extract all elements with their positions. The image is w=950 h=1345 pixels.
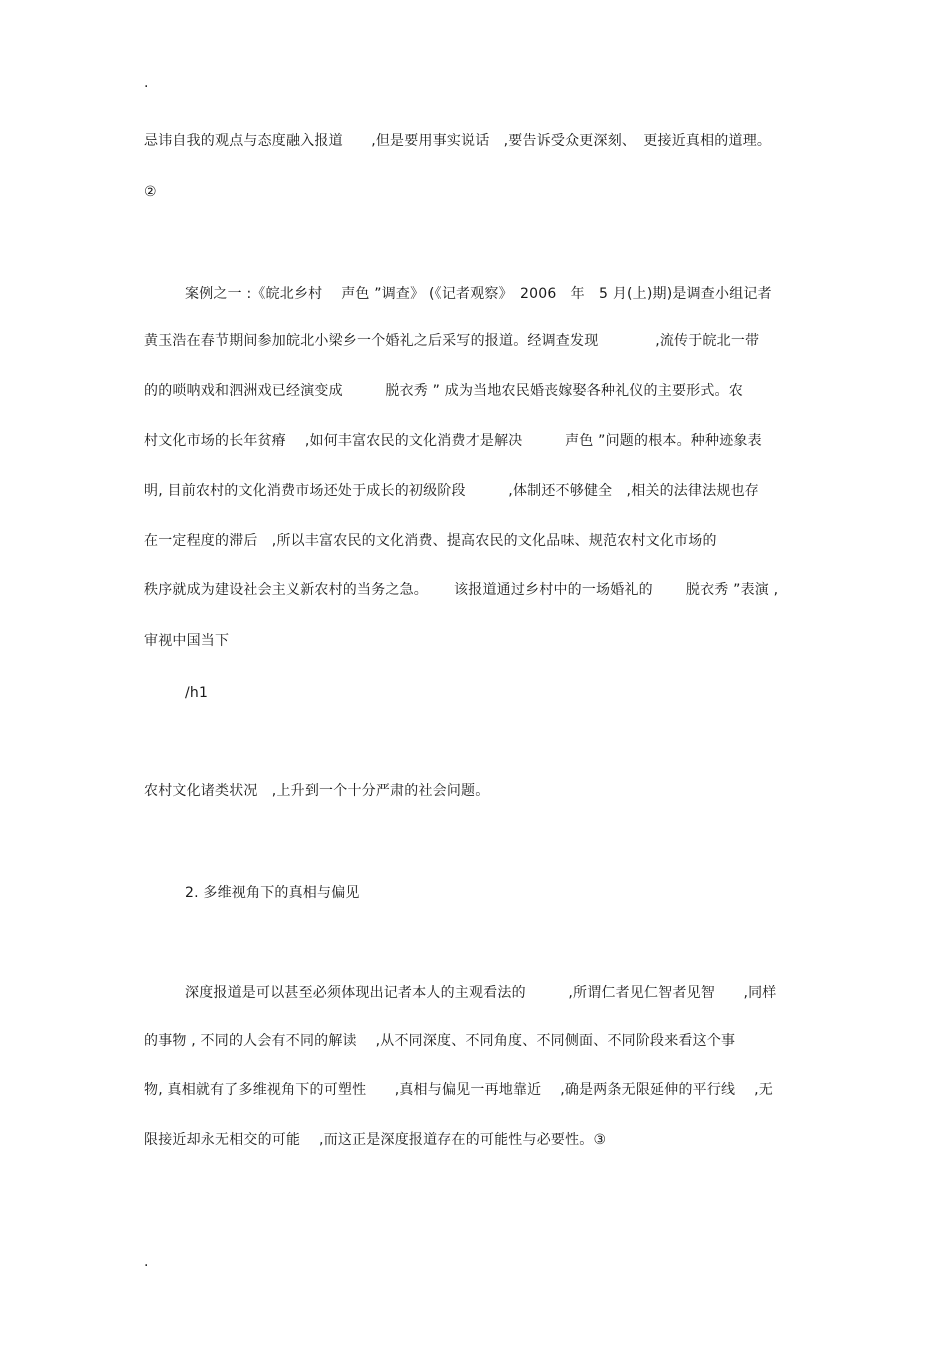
paragraph-line: 的事物 , 不同的人会有不同的解读 ,从不同深度、不同角度、不同侧面、不同阶段来看这个事 xyxy=(144,1033,736,1049)
paragraph-line: 明, 目前农村的文化消费市场还处于成长的初级阶段 ,体制还不够健全 ,相关的法律法规也存 xyxy=(144,483,759,499)
paragraph-line: 的的唢呐戏和泗洲戏已经演变成 脱衣秀 ” 成为当地农民婚丧嫁娶各种礼仪的主要形式。农 xyxy=(144,383,743,399)
footnote-marker: ② xyxy=(144,184,157,200)
paragraph-line: 深度报道是可以甚至必须体现出记者本人的主观看法的 ,所谓仁者见仁智者见智 ,同样 xyxy=(185,985,777,1001)
paragraph-line: 忌讳自我的观点与态度融入报道 ,但是要用事实说话 ,要告诉受众更深刻、 更接近真相的道理。 xyxy=(144,133,772,149)
header-mark: . xyxy=(144,75,149,91)
paragraph-line: 审视中国当下 xyxy=(144,633,230,649)
section-heading: 2. 多维视角下的真相与偏见 xyxy=(185,885,360,901)
paragraph-line: 物, 真相就有了多维视角下的可塑性 ,真相与偏见一再地靠近 ,确是两条无限延伸的平行线 ,无 xyxy=(144,1082,773,1098)
paragraph-line: 案例之一 :《皖北乡村 声色 ”调查》 (《记者观察》 2006 年 5 月(上)期)是调查小组记者 xyxy=(185,286,772,302)
paragraph-line: 黄玉浩在春节期间参加皖北小梁乡一个婚礼之后采写的报道。经调查发现 ,流传于皖北一带 xyxy=(144,333,760,349)
paragraph-line: 在一定程度的滞后 ,所以丰富农民的文化消费、提高农民的文化品味、规范农村文化市场的 xyxy=(144,533,717,549)
paragraph-line: 秩序就成为建设社会主义新农村的当务之急。 该报道通过乡村中的一场婚礼的 脱衣秀 ”表演 , xyxy=(144,582,779,598)
paragraph-line: 村文化市场的长年贫瘠 ,如何丰富农民的文化消费才是解决 声色 ”问题的根本。种种迹象表 xyxy=(144,433,762,449)
paragraph-line: 限接近却永无相交的可能 ,而这正是深度报道存在的可能性与必要性。③ xyxy=(144,1132,607,1148)
stray-markup-text: /h1 xyxy=(185,685,209,701)
footer-mark: . xyxy=(144,1254,149,1270)
paragraph-line: 农村文化诸类状况 ,上升到一个十分严肃的社会问题。 xyxy=(144,783,490,799)
